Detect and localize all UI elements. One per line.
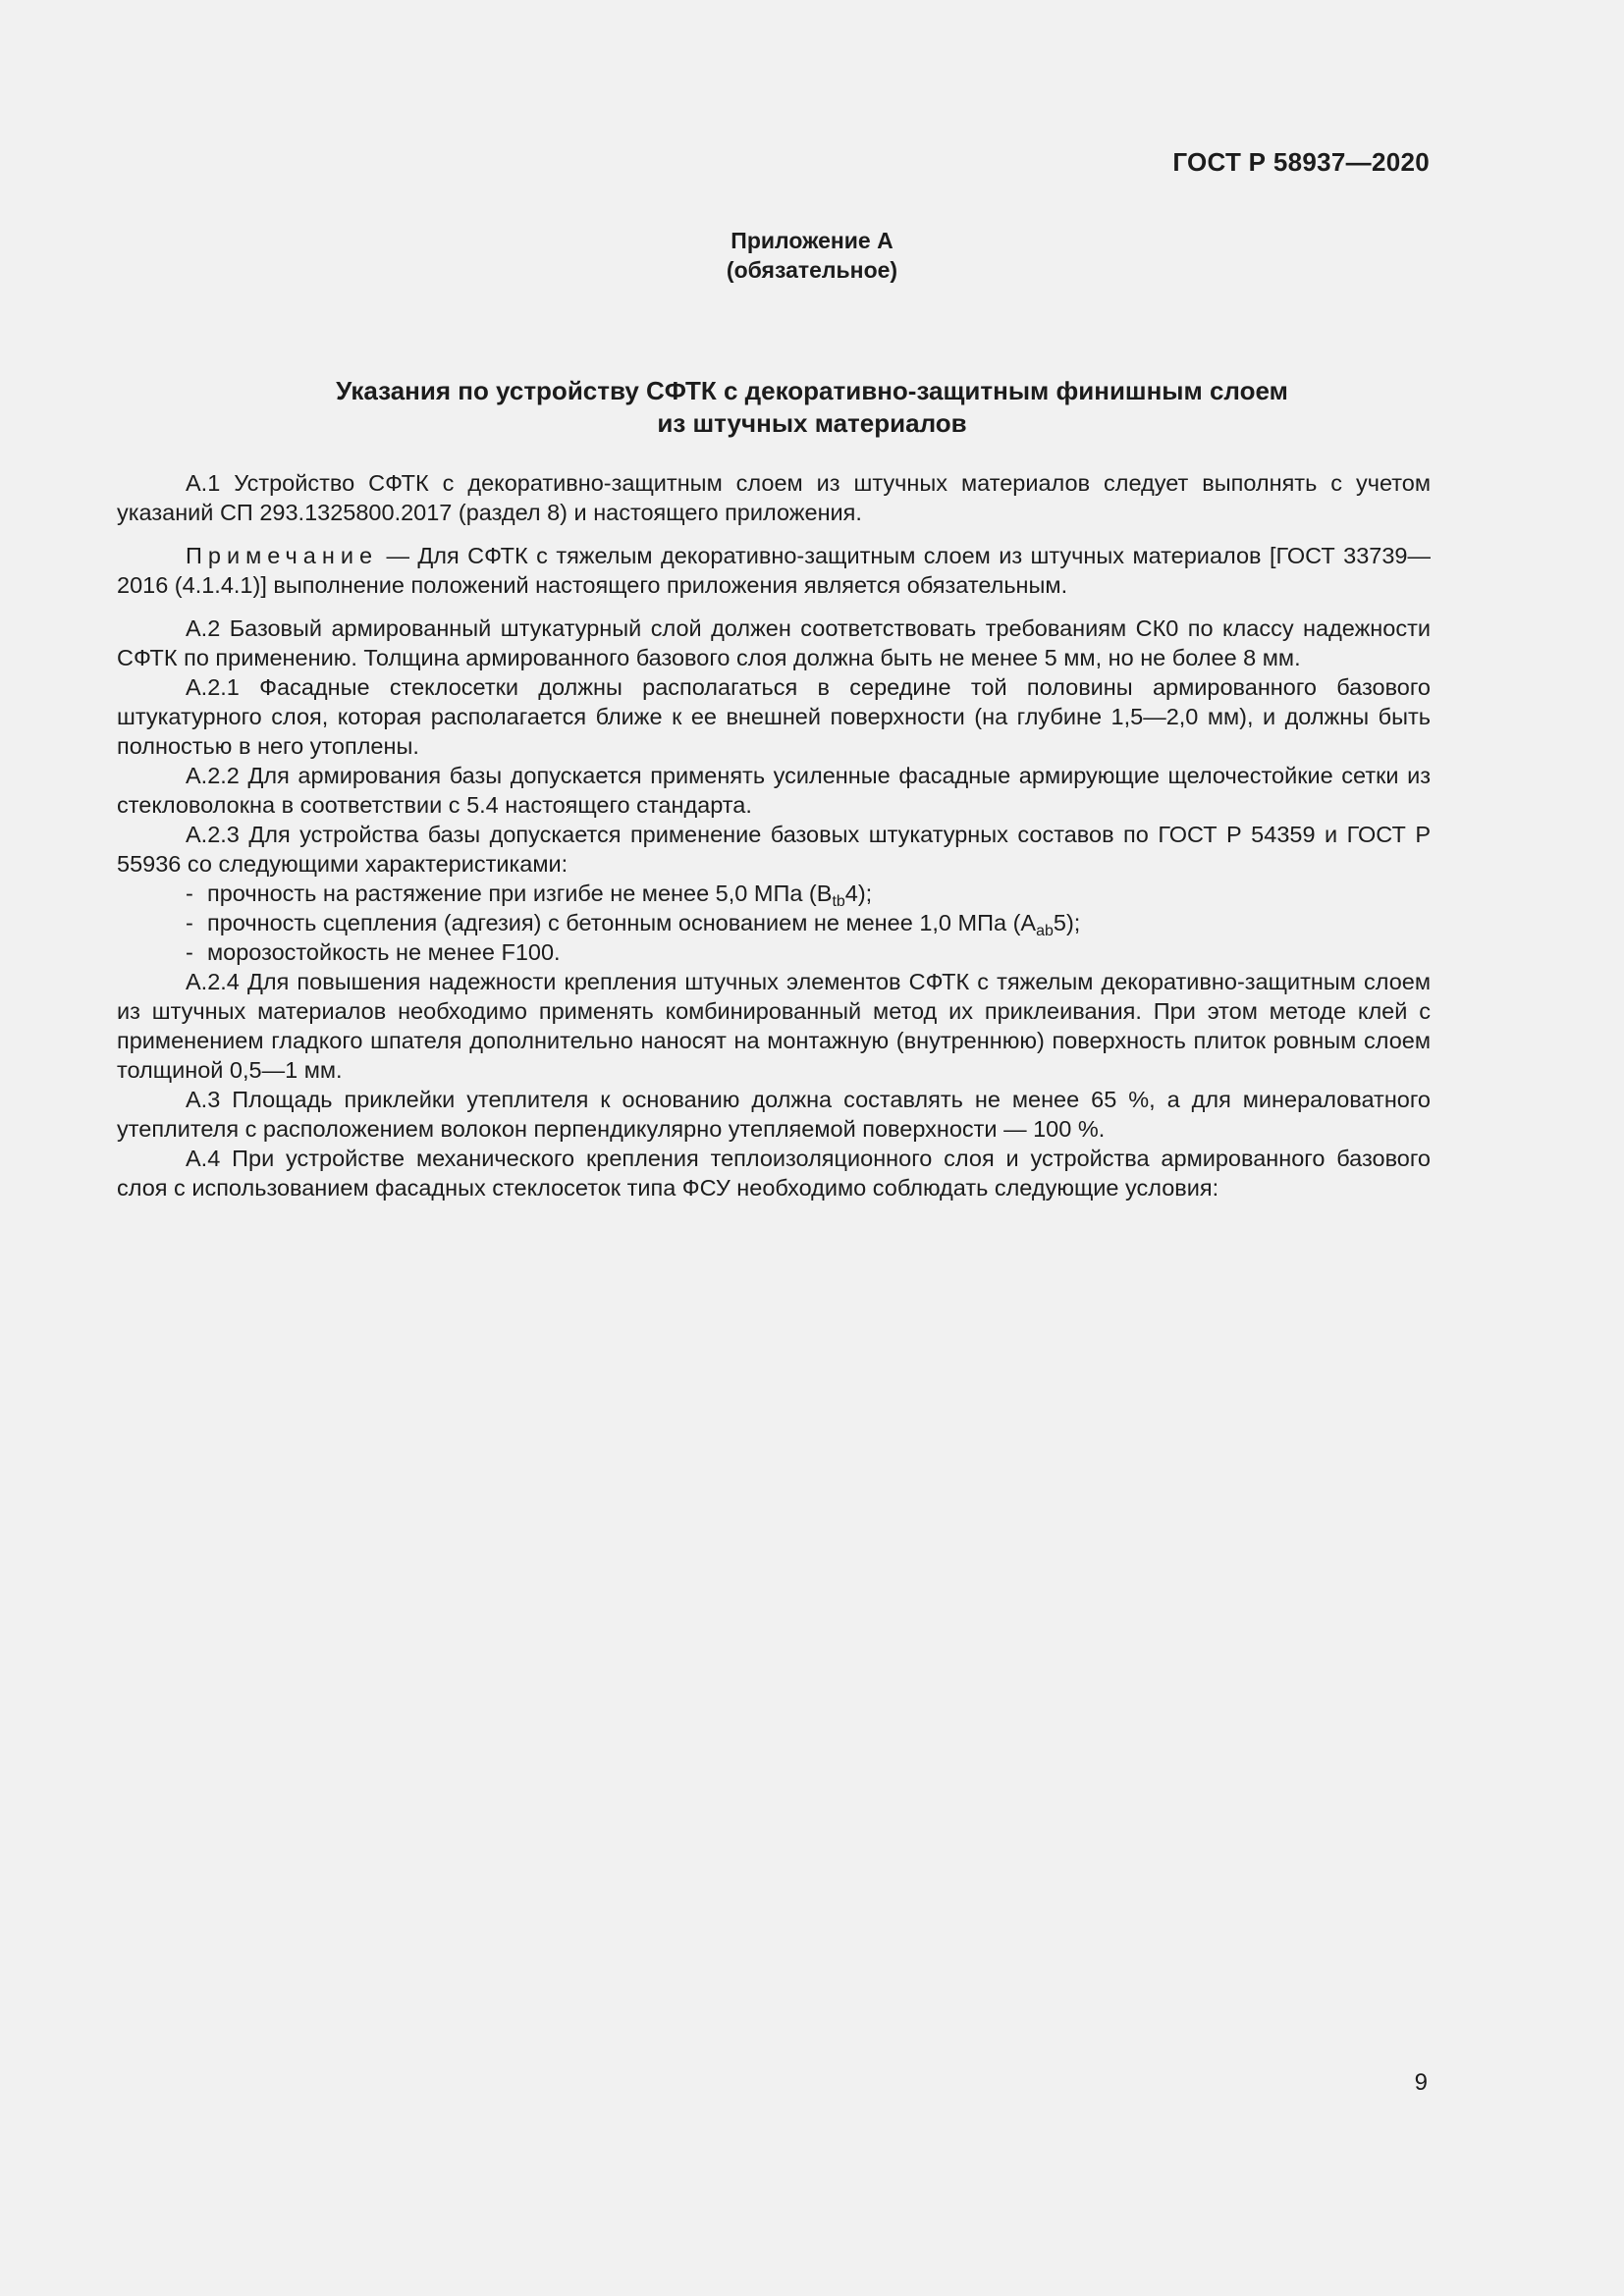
list-item: - прочность на растяжение при изгибе не менее 5,0 МПа $(B_{tb}4)$; bbox=[186, 881, 873, 910]
note-paragraph bbox=[117, 541, 1431, 600]
paragraph-a3: А.3 Площадь приклейки утеплителя к основанию должна составлять не менее 65 %, а для минераловатного утеплителя с расположением волокон перпендикулярно утепляемой поверхности — 100 %. bbox=[117, 1087, 1431, 1142]
list-dash: - bbox=[186, 939, 193, 965]
paragraph-a2-2: А.2.2 Для армирования базы допускается применять усиленные фасадные армирующие щелочестойкие сетки из стекловолокна в соответствии с 5.4 настоящего стандарта. bbox=[117, 763, 1431, 818]
note-text: — Для СФТК с тяжелым декоративно-защитным слоем из штучных материалов [ГОСТ 33739—2016 (4.1.4.1)] выполнение положений настоящего приложения является обязательным. bbox=[117, 543, 1431, 598]
paragraph-a2-4: А.2.4 Для повышения надежности крепления штучных элементов СФТК с тяжелым декоративно-защитным слоем из штучных материалов необходимо применять комбинированный метод их приклеивания. При этом методе клей с применением гладкого шпателя дополнительно наносят на монтажную (внутреннюю) поверхность плиток ровным слоем толщиной 0,5—1 мм. bbox=[117, 969, 1431, 1083]
paragraph-a2-3: А.2.3 Для устройства базы допускается применение базовых штукатурных составов по ГОСТ Р 54359 и ГОСТ Р 55936 со следующими характеристиками: bbox=[117, 822, 1431, 877]
list-item: - морозостойкость не менее F100. bbox=[186, 939, 561, 965]
paragraph-a2-1: А.2.1 Фасадные стеклосетки должны располагаться в середине той половины армированного базового штукатурного слоя, которая располагается ближе к ее внешней поверхности (на глубине 1,5—2,0 мм), и должны быть полностью в него утоплены. bbox=[117, 674, 1431, 759]
paragraph-a1: А.1 Устройство СФТК с декоративно-защитным слоем из штучных материалов следует выполнять с учетом указаний СП 293.1325800.2017 (раздел 8) и настоящего приложения. bbox=[117, 470, 1431, 525]
appendix-heading bbox=[0, 226, 1624, 285]
list-item: - прочность сцепления (адгезия) с бетонным основанием не менее 1,0 МПа $(A_{ab}5)$; bbox=[186, 910, 1081, 939]
page-number: 9 bbox=[1414, 2069, 1428, 2096]
list-dash: - bbox=[186, 881, 193, 906]
note-label: Примечание bbox=[186, 543, 379, 568]
section-title bbox=[0, 375, 1624, 440]
document-body bbox=[117, 468, 1431, 1202]
section-title-line2: из штучных материалов bbox=[657, 408, 967, 438]
appendix-label: Приложение А bbox=[731, 228, 893, 253]
paragraph-a4: А.4 При устройстве механического крепления теплоизоляционного слоя и устройства армированного базового слоя с использованием фасадных стеклосеток типа ФСУ необходимо соблюдать следующие условия: bbox=[117, 1146, 1431, 1201]
list-dash: - bbox=[186, 910, 193, 935]
paragraph-a2: А.2 Базовый армированный штукатурный слой должен соответствовать требованиям СК0 по классу надежности СФТК по применению. Толщина армированного базового слоя должна быть не менее 5 мм, но не более 8 мм. bbox=[117, 615, 1431, 670]
appendix-status: (обязательное) bbox=[726, 257, 898, 283]
section-title-line1: Указания по устройству СФТК с декоративно-защитным финишным слоем bbox=[336, 376, 1288, 405]
document-code: ГОСТ Р 58937—2020 bbox=[1172, 147, 1430, 177]
